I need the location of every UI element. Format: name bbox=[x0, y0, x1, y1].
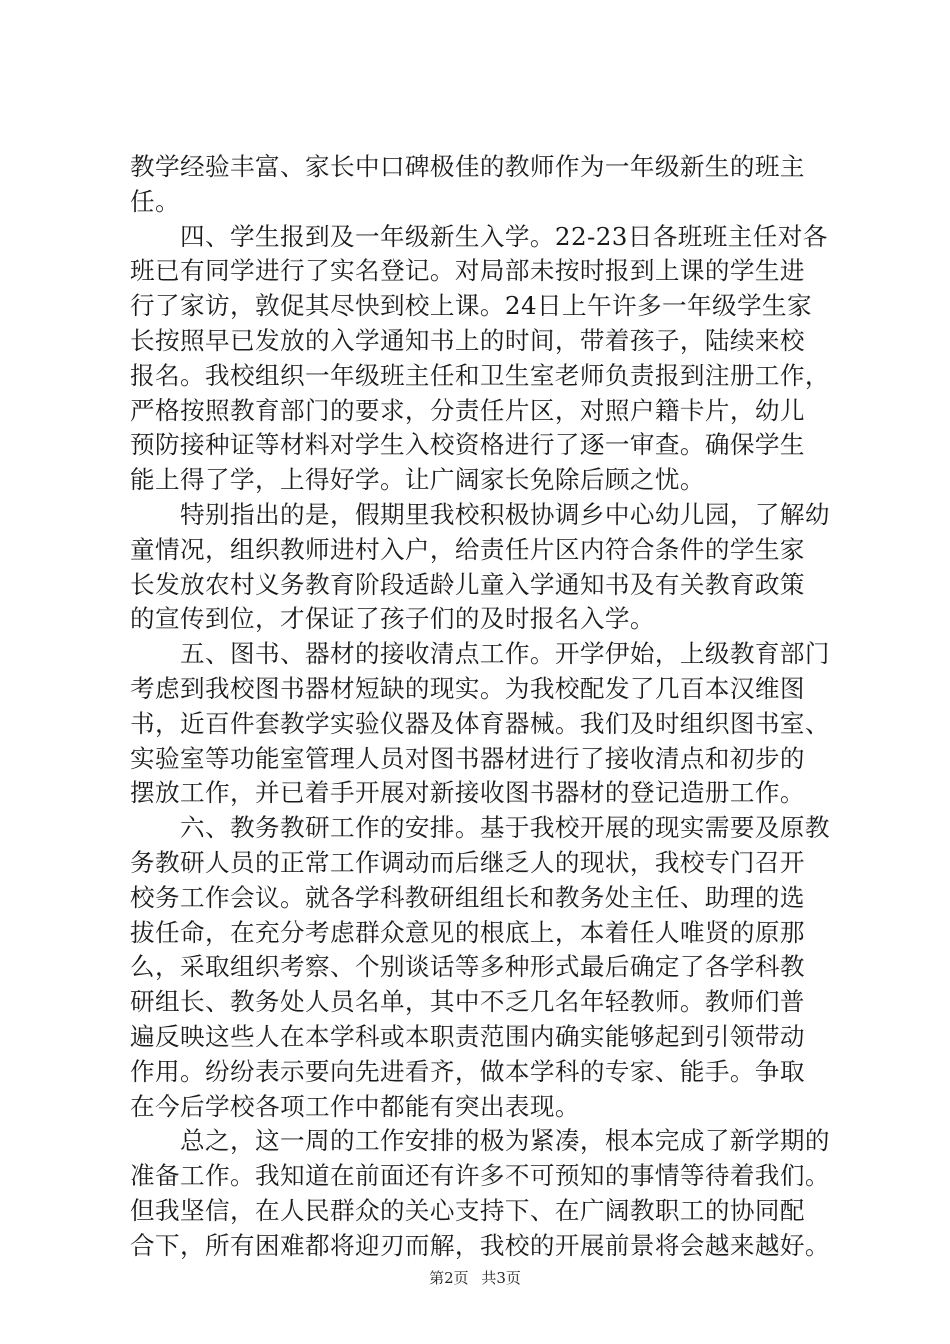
text-line: 行了家访，敦促其尽快到校上课。24日上午许多一年级学生家 bbox=[130, 291, 812, 321]
text-line: 合下，所有困难都将迎刃而解，我校的开展前景将会越来越好。 bbox=[130, 1230, 830, 1260]
text-line: 摆放工作，并已着手开展对新接收图书器材的登记造册工作。 bbox=[130, 778, 805, 808]
document-body bbox=[130, 150, 830, 1264]
text-line: 童情况，组织教师进村入户，给责任片区内符合条件的学生家 bbox=[130, 534, 805, 564]
text-line: 严格按照教育部门的要求，分责任片区，对照户籍卡片，幼儿 bbox=[130, 395, 805, 425]
text-line: 么，采取组织考察、个别谈话等多种形式最后确定了各学科教 bbox=[130, 952, 805, 982]
text-line: 研组长、教务处人员名单，其中不乏几名年轻教师。教师们普 bbox=[130, 987, 805, 1017]
text-line: 考虑到我校图书器材短缺的现实。为我校配发了几百本汉维图 bbox=[130, 673, 805, 703]
page-footer bbox=[0, 1268, 950, 1288]
text-line: 四、学生报到及一年级新生入学。22-23日各班班主任对各 bbox=[130, 221, 828, 251]
page-number: 第2页 bbox=[429, 1269, 469, 1287]
text-line: 实验室等功能室管理人员对图书器材进行了接收清点和初步的 bbox=[130, 743, 805, 773]
text-line: 准备工作。我知道在前面还有许多不可预知的事情等待着我们。 bbox=[130, 1161, 830, 1191]
text-line: 班已有同学进行了实名登记。对局部未按时报到上课的学生进 bbox=[130, 256, 805, 286]
text-line: 报名。我校组织一年级班主任和卫生室老师负责报到注册工作， bbox=[130, 360, 830, 390]
text-line: 务教研人员的正常工作调动而后继乏人的现状，我校专门召开 bbox=[130, 847, 805, 877]
text-line: 遍反映这些人在本学科或本职责范围内确实能够起到引领带动 bbox=[130, 1021, 805, 1051]
text-line: 五、图书、器材的接收清点工作。开学伊始，上级教育部门 bbox=[130, 639, 830, 669]
text-line: 的宣传到位，才保证了孩子们的及时报名入学。 bbox=[130, 604, 655, 634]
text-line: 在今后学校各项工作中都能有突出表现。 bbox=[130, 1091, 580, 1121]
text-line: 长发放农村义务教育阶段适龄儿童入学通知书及有关教育政策 bbox=[130, 569, 805, 599]
text-line: 但我坚信，在人民群众的关心支持下、在广阔教职工的协同配 bbox=[130, 1195, 805, 1225]
text-line: 预防接种证等材料对学生入校资格进行了逐一审查。确保学生 bbox=[130, 430, 805, 460]
text-line: 任。 bbox=[130, 186, 180, 216]
text-line: 校务工作会议。就各学科教研组组长和教务处主任、助理的选 bbox=[130, 882, 805, 912]
text-line: 六、教务教研工作的安排。基于我校开展的现实需要及原教 bbox=[130, 813, 830, 843]
text-line: 能上得了学，上得好学。让广阔家长免除后顾之忧。 bbox=[130, 465, 705, 495]
text-line: 总之，这一周的工作安排的极为紧凑，根本完成了新学期的 bbox=[130, 1126, 830, 1156]
text-line: 长按照早已发放的入学通知书上的时间，带着孩子，陆续来校 bbox=[130, 325, 805, 355]
page-total: 共3页 bbox=[481, 1269, 521, 1287]
text-line: 作用。纷纷表示要向先进看齐，做本学科的专家、能手。争取 bbox=[130, 1056, 805, 1086]
text-line: 拔任命，在充分考虑群众意见的根底上，本着任人唯贤的原那 bbox=[130, 917, 805, 947]
text-line: 教学经验丰富、家长中口碑极佳的教师作为一年级新生的班主 bbox=[130, 152, 805, 181]
text-line: 书，近百件套教学实验仪器及体育器械。我们及时组织图书室、 bbox=[130, 708, 830, 738]
text-line: 特别指出的是，假期里我校积极协调乡中心幼儿园，了解幼 bbox=[130, 499, 830, 529]
